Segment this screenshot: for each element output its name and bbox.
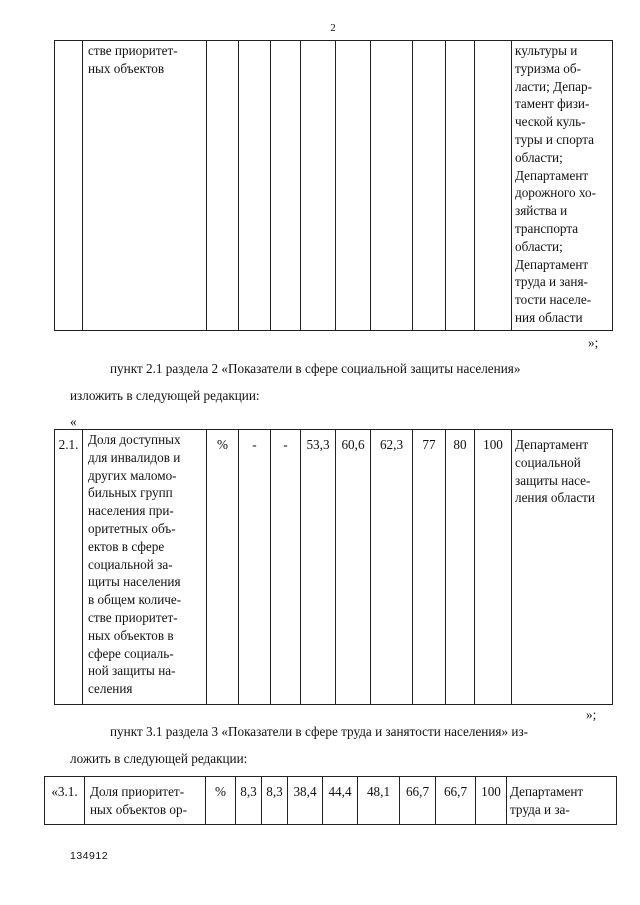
indicators-table-continuation — [54, 40, 613, 331]
indicators-table-row-2-1 — [54, 429, 613, 705]
table-cell — [239, 41, 271, 331]
value-cell: 80 — [446, 430, 475, 705]
opening-quote: « — [70, 414, 77, 429]
table-cell — [207, 41, 239, 331]
row-number: 2.1. — [55, 430, 83, 705]
document-code: 134912 — [70, 850, 109, 862]
closing-quote: »; — [588, 335, 599, 350]
paragraph-line: пункт 3.1 раздела 3 «Показатели в сфере труда и занятости населения» из- — [110, 724, 529, 739]
indicator-name-cell: Доля приоритет- ных объектов ор- — [85, 777, 206, 825]
table-cell — [371, 41, 413, 331]
table-cell — [271, 41, 301, 331]
row-number: «3.1. — [45, 777, 85, 825]
value-cell: 44,4 — [323, 777, 358, 825]
value-cell: 8,3 — [236, 777, 262, 825]
indicator-name-cell: Доля доступных для инвалидов и других маломо- бильных групп населения при- оритетных объ- ектов в сфере социальной за- щиты населения в общем количе- стве приоритет- ных объектов в сфере социаль- ной защиты на- селения — [83, 430, 207, 705]
value-cell: 60,6 — [336, 430, 371, 705]
value-cell: 66,7 — [436, 777, 476, 825]
table-cell-num — [55, 41, 83, 331]
closing-quote: »; — [586, 707, 597, 722]
value-cell: 48,1 — [358, 777, 400, 825]
value-cell: 8,3 — [262, 777, 288, 825]
paragraph-line: изложить в следующей редакции: — [70, 388, 260, 403]
table-cell — [475, 41, 512, 331]
value-cell: - — [239, 430, 271, 705]
table-cell — [446, 41, 475, 331]
table-cell — [413, 41, 446, 331]
value-cell: 77 — [413, 430, 446, 705]
page-number: 2 — [330, 22, 336, 34]
value-cell: 66,7 — [400, 777, 436, 825]
responsible-cell: Департамент труда и за- — [507, 777, 617, 825]
value-cell: 100 — [476, 777, 507, 825]
unit-cell: % — [207, 430, 239, 705]
unit-cell: % — [206, 777, 236, 825]
value-cell: 62,3 — [371, 430, 413, 705]
indicators-table-row-3-1 — [44, 776, 617, 825]
responsible-cell: Департамент социальной защиты насе- ления области — [512, 430, 613, 705]
value-cell: 38,4 — [288, 777, 323, 825]
value-cell: 100 — [475, 430, 512, 705]
value-cell: - — [271, 430, 301, 705]
paragraph-line: пункт 2.1 раздела 2 «Показатели в сфере социальной защиты населения» — [110, 361, 521, 376]
responsible-cell: культуры и туризма об- ласти; Депар- тамент физи- ческой куль- туры и спорта области; Департамент дорожного хо- зяйства и транспорта области; Департамент труда и заня- тости населе- ния области — [512, 41, 613, 331]
indicator-name-cell: стве приоритет- ных объектов — [83, 41, 207, 331]
table-cell — [336, 41, 371, 331]
value-cell: 53,3 — [301, 430, 336, 705]
paragraph-line: ложить в следующей редакции: — [70, 751, 248, 766]
table-cell — [301, 41, 336, 331]
